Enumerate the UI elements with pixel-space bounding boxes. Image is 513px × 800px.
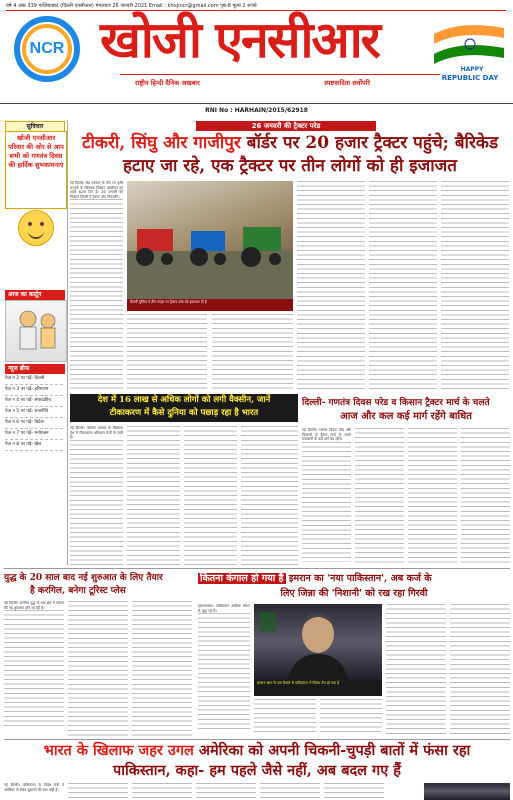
story5-col2-text: [254, 699, 316, 736]
story4-headline-b[interactable]: है करगिल, बनेगा टूरिस्ट प्लेस: [30, 586, 126, 596]
story2-col4-text: [241, 426, 298, 566]
index-item[interactable]: पेज न 4 पर पढ़ें- संपादकीय: [5, 396, 63, 407]
smiley-icon: [18, 210, 54, 246]
story5-photo-imran: [254, 604, 382, 680]
index-item[interactable]: पेज न 8 पर पढ़ें- खेल: [5, 440, 63, 451]
story6-headline-c[interactable]: पाकिस्तान, कहा- हम पहले जैसे नहीं, अब बदल गए हैं: [113, 762, 401, 779]
story2-headline-a: देश में 16 लाख से अधिक लोगों को लगी वैक्सीन, जानें: [97, 395, 271, 405]
wish-box-body: खोजी एनसीआर परिवार की ओर से आप सभी को गणतंत्र दिवस की हार्दिक शुभकामनाएं: [5, 131, 67, 209]
story1-col4-text: [297, 181, 365, 391]
story5-col1-text: [198, 613, 250, 731]
story2-headline-box[interactable]: [70, 394, 298, 422]
story1-headline-a: टीकरी, सिंघु और गाजीपुर: [81, 133, 241, 153]
story6-col2-text: [68, 783, 128, 800]
story3-headline-a[interactable]: दिल्ली- गणतंत्र दिवस परेड व किसान ट्रैक्टर मार्च के चलते: [302, 398, 490, 408]
story4-dateline: नई दिल्ली। करगिल युद्ध के बाद क्षेत्र में पर्यटन की नई शुरुआत होने जा रही है।: [4, 601, 64, 610]
wish-box-title: सुविचार: [5, 121, 65, 132]
story5-col5-text: [450, 604, 510, 736]
story4-col1: [4, 601, 64, 736]
republic-day-emblem: [430, 20, 508, 90]
story6-col5-text: [260, 783, 320, 800]
story1-photo-tractors: [127, 181, 293, 299]
index-item[interactable]: पेज न 5 पर पढ़ें- राजनीति: [5, 407, 63, 418]
section-divider-2: [4, 739, 510, 740]
story5-col4-text: [386, 604, 446, 736]
story6-headline-a: भारत के खिलाफ जहर उगल: [43, 742, 194, 759]
index-item[interactable]: पेज न 3 पर पढ़ें- हरियाणा: [5, 385, 63, 396]
republic-day-label: REPUBLIC DAY: [441, 74, 499, 82]
tagline-left: राष्ट्रीय हिन्दी दैनिक अखबार: [135, 79, 200, 87]
story2-headline-b: टीकाकरण में कैसे दुनिया को पछाड़ रहा है भारत: [109, 408, 259, 418]
story6-col1: [4, 783, 64, 800]
rni-rule-top: [0, 103, 513, 104]
story5-col3-text: [320, 699, 382, 736]
story3-col1: [302, 428, 351, 566]
story1-headline-b: बॉर्डर पर 20 हजार ट्रैक्टर पहुंचे; बैरिकेड: [240, 133, 499, 153]
story2-dateline: नई दिल्ली। कोरोना वायरस के खिलाफ देश में टीकाकरण अभियान तेजी से जारी है।: [70, 426, 123, 440]
story6-headline-line1[interactable]: [4, 741, 510, 761]
story1-headline-c[interactable]: हटाए जा रहे, एक ट्रैक्टर पर तीन लोगों को ही इजाजत: [123, 156, 457, 176]
rni-number: RNI No : HARHAIN/2015/62918: [205, 107, 308, 114]
story5-headline-c[interactable]: लिए जिन्ना की 'निशानी' को रख रहा गिरवी: [280, 588, 428, 599]
story3-col2-text: [355, 428, 404, 566]
index-item[interactable]: पेज न 7 पर पढ़ें- मनोरंजन: [5, 429, 63, 440]
story5-caption-bar: [254, 680, 382, 696]
logo-text: NCR: [29, 40, 65, 57]
masthead-title: खोजी एनसीआर: [100, 10, 380, 69]
story3-col4-text: [461, 428, 510, 566]
cartoon-title: आज का कार्टून: [5, 290, 65, 300]
story5-headline-a: कितना कंगाल हो गया है: [200, 573, 284, 584]
story4-col3-text: [132, 601, 192, 736]
story2-col1-text: [70, 440, 123, 565]
story1-col1: [70, 181, 123, 391]
story6-dateline: नई दिल्ली। पाकिस्तान के विदेश मंत्री ने अमेरिका से संबंध सुधारने की बात कही है।: [4, 783, 64, 792]
story6-photo: [424, 783, 510, 800]
story5-headline-line1[interactable]: [198, 572, 510, 586]
sidebar-divider: [67, 120, 68, 565]
story5-col1: [198, 604, 250, 736]
story3-headline-b[interactable]: आज और कल कई मार्ग रहेंगे बाधित: [340, 411, 472, 422]
section-divider-1: [4, 568, 510, 569]
story4-col2-text: [68, 601, 128, 736]
story1-col6-text: [441, 181, 509, 391]
cartoon-image: [5, 300, 67, 362]
story1-headline-line1[interactable]: [70, 132, 510, 154]
story1-col3-text: [212, 314, 293, 392]
tagline: [135, 78, 475, 88]
news-brief-title: न्यूज ब्रीफ: [5, 364, 65, 374]
story1-caption-bar: [127, 299, 293, 311]
header-info-strip: वर्ष 4 अंक 339 गाजियाबाद (दिल्ली एनसीआर) मंगलवार 26 जनवरी 2021 Email : khojincr@gmail.com पृष्ठ-8 मूल्य 2 रूपये: [6, 3, 257, 9]
story5-dateline: इस्लामाबाद। पाकिस्तान आर्थिक संकट से जूझ रहा है।: [198, 604, 250, 613]
wish-box-title-wrap: [5, 121, 65, 131]
story3-dateline: नई दिल्ली। गणतंत्र दिवस परेड और किसानों के ट्रैक्टर मार्च के चलते राजधानी के कई मार्ग बंद रहेंगे।: [302, 428, 351, 442]
story5-headline-b: इमरान का 'नया पाकिस्तान', अब कर्ज के: [285, 573, 432, 584]
story1-col5-text: [369, 181, 437, 391]
story3-col1-text: [302, 442, 351, 562]
page-index: [5, 374, 63, 574]
story2-col3-text: [184, 426, 237, 566]
story1-kicker: 26 जनवरी की ट्रैक्टर परेड: [196, 121, 376, 131]
index-item[interactable]: पेज न 2 पर पढ़ें- दिल्ली: [5, 374, 63, 385]
masthead-rule: [120, 74, 440, 75]
story1-col2-text: [127, 314, 207, 392]
story6-col3-text: [132, 783, 192, 800]
story4-headline-a[interactable]: युद्ध के 20 साल बाद नई शुरुआत के लिए तैयार: [4, 573, 163, 583]
index-item[interactable]: पेज न 6 पर पढ़ें- विदेश: [5, 418, 63, 429]
story2-col2-text: [127, 426, 180, 566]
republic-day-happy: HAPPY: [460, 66, 484, 73]
story5-caption: इमरान खान के इस फैसले से पाकिस्तान में विरोध तेज हो गया है: [257, 681, 340, 685]
story6-headline-b: अमेरिका को अपनी चिकनी-चुपड़ी बातों में फंसा रहा: [193, 742, 471, 759]
story6-col6-text: [324, 783, 384, 800]
tagline-right: स्पष्टवादिता सर्वोपरि: [324, 79, 371, 87]
ncr-logo: [12, 13, 82, 85]
story6-col4-text: [196, 783, 256, 800]
story1-col1-text: [70, 199, 123, 389]
story1-dateline: नई दिल्ली। केंद्र सरकार के तीन नए कृषि कानूनों के खिलाफ किसान आंदोलन का आज 62वां दिन है। 26 जनवरी को किसान दिल्ली में ट्रैक्टर परेड निकालेंगे।: [70, 181, 123, 199]
story4-col1-text: [4, 610, 64, 728]
story3-col3-text: [408, 428, 457, 566]
story1-caption: दिल्ली पुलिस ने तीन रूट्स पर ट्रैक्टर परेड को इजाजत दी है: [130, 300, 207, 304]
story2-col1: [70, 426, 123, 566]
